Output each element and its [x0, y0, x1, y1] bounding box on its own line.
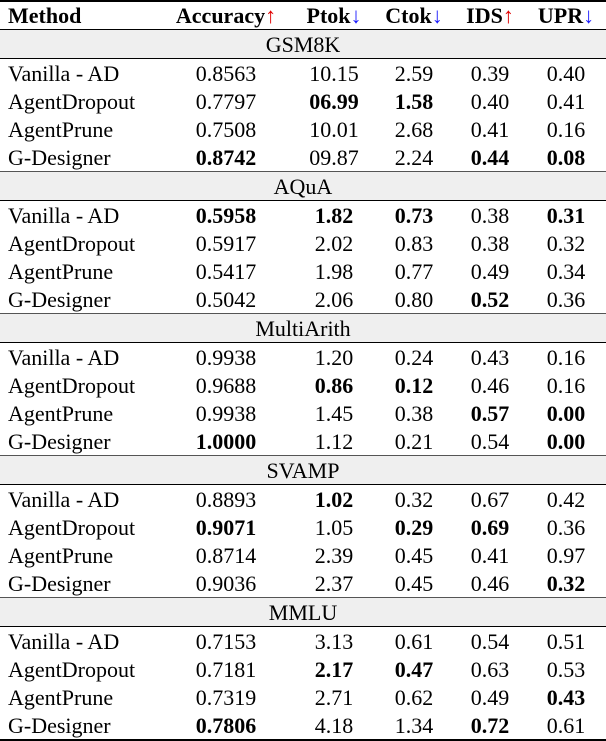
value-cell: 0.5417: [195, 258, 257, 284]
header-label: Ptok: [306, 3, 351, 28]
value-cell: 06.99: [309, 88, 359, 114]
value-cell: 0.7797: [195, 88, 257, 114]
value-cell: 0.38: [394, 400, 434, 426]
value-cell: 0.8714: [195, 542, 257, 568]
method-cell: G-Designer: [0, 711, 158, 740]
value-cell: 0.49: [470, 258, 510, 284]
table-row: [0, 87, 606, 115]
value-cell: 0.9688: [195, 372, 257, 398]
method-cell: G-Designer: [8, 144, 111, 170]
value-cell: 0.31: [546, 202, 586, 228]
value-cell: 0.43: [546, 684, 586, 710]
value-cell: 1.05: [314, 514, 354, 540]
value-cell: 2.59: [394, 60, 434, 86]
value-cell: 0.29: [394, 514, 434, 540]
arrow-up-icon: ↑: [502, 3, 514, 28]
value-cell: 0.24: [394, 344, 434, 370]
value-cell: 0.41: [470, 116, 510, 142]
method-cell: G-Designer: [8, 428, 111, 454]
value-cell: 0.43: [470, 344, 510, 370]
value-cell: 0.8563: [195, 60, 257, 86]
value-cell: 1.0000: [195, 428, 257, 454]
value-cell: 0.08: [546, 144, 586, 170]
value-cell: 0.7181: [195, 656, 257, 682]
value-cell: 0.67: [470, 486, 510, 512]
value-cell: 0.77: [394, 258, 434, 284]
value-cell: 0.41: [546, 88, 586, 114]
table-row: [0, 655, 606, 683]
value-cell: 0.40: [470, 88, 510, 114]
method-cell: Vanilla - AD: [8, 344, 120, 370]
header-ptok: [294, 1, 374, 30]
value-cell: 0.21: [394, 428, 434, 454]
table-row: [0, 229, 606, 257]
section-name: AQuA: [0, 172, 606, 201]
header-method: Method: [0, 1, 158, 30]
method-cell: AgentDropout: [8, 372, 136, 398]
value-cell: 0.32: [546, 570, 586, 596]
header-ctok: [374, 1, 454, 30]
table-row: [0, 143, 606, 172]
table-row: [0, 569, 606, 598]
method-cell: AgentDropout: [8, 88, 136, 114]
value-cell: 0.5917: [195, 230, 257, 256]
table-row: [0, 711, 606, 740]
header-accuracy: [158, 1, 294, 30]
method-cell: G-Designer: [8, 570, 111, 596]
value-cell: 0.00: [546, 400, 586, 426]
value-cell: 0.53: [546, 656, 586, 682]
table-row: [0, 485, 606, 514]
value-cell: 0.16: [546, 344, 586, 370]
table-row: [0, 683, 606, 711]
value-cell: 0.51: [546, 628, 586, 654]
value-cell: 3.13: [314, 628, 354, 654]
value-cell: 0.9938: [195, 344, 257, 370]
section-name: MMLU: [0, 598, 606, 627]
value-cell: 0.7508: [195, 116, 257, 142]
value-cell: 0.7153: [195, 628, 257, 654]
value-cell: 0.73: [394, 202, 434, 228]
arrow-up-icon: ↑: [265, 3, 277, 28]
table-row: [0, 513, 606, 541]
value-cell: 0.46: [470, 372, 510, 398]
value-cell: 0.45: [394, 570, 434, 596]
value-cell: 2.68: [394, 116, 434, 142]
value-cell: 0.9036: [195, 570, 257, 596]
method-cell: AgentPrune: [8, 258, 114, 284]
value-cell: 0.47: [394, 656, 434, 682]
table-row: [0, 257, 606, 285]
value-cell: 0.41: [470, 542, 510, 568]
value-cell: 10.15: [309, 60, 359, 86]
value-cell: 0.54: [470, 628, 510, 654]
header-label: UPR: [537, 3, 584, 28]
value-cell: 1.02: [314, 486, 354, 512]
value-cell: 1.34: [374, 711, 454, 740]
method-cell: G-Designer: [8, 286, 111, 312]
value-cell: 0.46: [470, 570, 510, 596]
value-cell: 0.38: [470, 202, 510, 228]
value-cell: 0.97: [546, 542, 586, 568]
value-cell: 0.62: [394, 684, 434, 710]
value-cell: 2.39: [314, 542, 354, 568]
section-name: SVAMP: [0, 456, 606, 485]
header-label: Ctok: [385, 3, 432, 28]
arrow-down-icon: ↓: [431, 3, 443, 28]
section-header: [0, 172, 606, 201]
value-cell: 0.69: [470, 514, 510, 540]
method-cell: AgentPrune: [8, 116, 114, 142]
section-header: [0, 314, 606, 343]
value-cell: 0.16: [546, 372, 586, 398]
section-header: [0, 30, 606, 59]
value-cell: 0.83: [394, 230, 434, 256]
header-row: [0, 1, 606, 30]
value-cell: 0.9938: [195, 400, 257, 426]
value-cell: 0.36: [546, 514, 586, 540]
value-cell: 0.61: [394, 628, 434, 654]
value-cell: 0.12: [394, 372, 434, 398]
value-cell: 0.49: [470, 684, 510, 710]
value-cell: 0.63: [470, 656, 510, 682]
value-cell: 1.20: [314, 344, 354, 370]
method-cell: AgentDropout: [8, 514, 136, 540]
table-row: [0, 371, 606, 399]
table-row: [0, 541, 606, 569]
method-cell: Vanilla - AD: [8, 202, 120, 228]
value-cell: 2.24: [394, 144, 434, 170]
value-cell: 2.37: [314, 570, 354, 596]
method-cell: AgentDropout: [8, 656, 136, 682]
value-cell: 0.8893: [195, 486, 257, 512]
value-cell: 0.52: [470, 286, 510, 312]
value-cell: 0.42: [546, 486, 586, 512]
table-row: [0, 343, 606, 372]
value-cell: 0.32: [394, 486, 434, 512]
table-row: [0, 115, 606, 143]
method-cell: Vanilla - AD: [8, 60, 120, 86]
value-cell: 0.5042: [195, 286, 257, 312]
header-label: IDS: [466, 3, 503, 28]
value-cell: 1.82: [314, 202, 354, 228]
value-cell: 0.36: [546, 286, 586, 312]
table-row: [0, 285, 606, 314]
value-cell: 1.98: [314, 258, 354, 284]
table-row: [0, 427, 606, 456]
arrow-down-icon: ↓: [350, 3, 362, 28]
value-cell: 0.32: [546, 230, 586, 256]
arrow-down-icon: ↓: [583, 3, 595, 28]
value-cell: 0.8742: [195, 144, 257, 170]
value-cell: 10.01: [309, 116, 359, 142]
section-name: GSM8K: [0, 30, 606, 59]
value-cell: 0.80: [394, 286, 434, 312]
value-cell: 1.12: [314, 428, 354, 454]
method-cell: AgentPrune: [8, 684, 114, 710]
method-cell: Vanilla - AD: [8, 628, 120, 654]
header-ids: [454, 1, 526, 30]
method-cell: AgentPrune: [8, 400, 114, 426]
value-cell: 0.39: [470, 60, 510, 86]
method-cell: Vanilla - AD: [8, 486, 120, 512]
method-cell: AgentDropout: [8, 230, 136, 256]
value-cell: 1.45: [314, 400, 354, 426]
value-cell: 1.58: [394, 88, 434, 114]
section-name: MultiArith: [0, 314, 606, 343]
method-cell: AgentPrune: [8, 542, 114, 568]
value-cell: 0.86: [314, 372, 354, 398]
table-row: [0, 399, 606, 427]
header-upr: [526, 1, 606, 30]
value-cell: 0.38: [470, 230, 510, 256]
value-cell: 2.02: [314, 230, 354, 256]
value-cell: 0.72: [454, 711, 526, 740]
value-cell: 0.7806: [158, 711, 294, 740]
value-cell: 2.71: [314, 684, 354, 710]
value-cell: 0.9071: [195, 514, 257, 540]
section-header: [0, 598, 606, 627]
table-row: [0, 201, 606, 230]
value-cell: 0.16: [546, 116, 586, 142]
value-cell: 0.40: [546, 60, 586, 86]
header-label: Accuracy: [175, 3, 266, 28]
value-cell: 0.45: [394, 542, 434, 568]
value-cell: 09.87: [309, 144, 359, 170]
value-cell: 0.00: [546, 428, 586, 454]
value-cell: 4.18: [294, 711, 374, 740]
value-cell: 2.17: [314, 656, 354, 682]
table-row: [0, 627, 606, 656]
value-cell: 0.34: [546, 258, 586, 284]
value-cell: 0.54: [470, 428, 510, 454]
section-header: [0, 456, 606, 485]
value-cell: 0.57: [470, 400, 510, 426]
value-cell: 2.06: [314, 286, 354, 312]
value-cell: 0.61: [526, 711, 606, 740]
value-cell: 0.5958: [195, 202, 257, 228]
value-cell: 0.44: [470, 144, 510, 170]
table-row: [0, 59, 606, 88]
value-cell: 0.7319: [195, 684, 257, 710]
